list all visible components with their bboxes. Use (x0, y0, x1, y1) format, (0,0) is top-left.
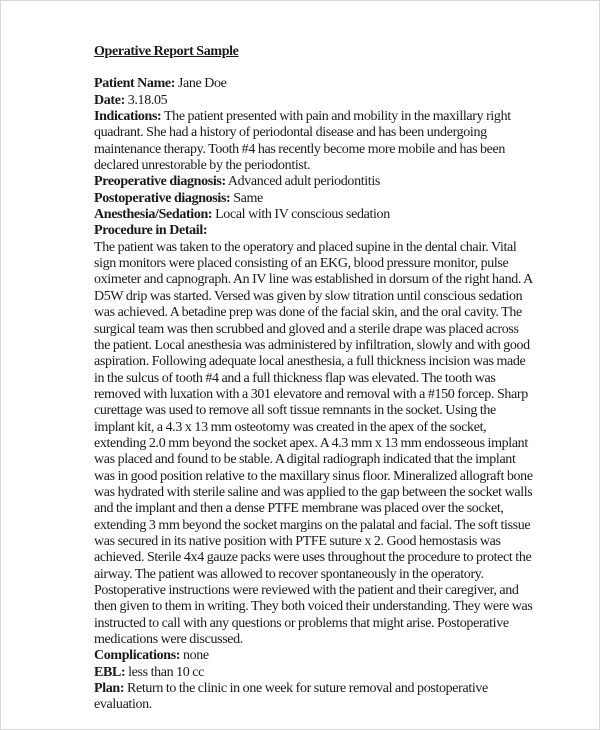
field-label: EBL: (94, 664, 126, 680)
field-label: Plan: (94, 681, 125, 697)
field-plan (94, 681, 534, 714)
field-value: Return to the clinic in one week for suture removal and postoperative evaluation. (94, 681, 488, 713)
field-value: The patient presented with pain and mobility in the maxillary right quadrant. She had a history of periodontal disease and has been undergoing maintenance therapy. Tooth #4 has recently become more mobile and has been declared unrestorable by the periodontist. (94, 109, 511, 174)
section-heading: Procedure in Detail: (94, 223, 208, 239)
field-value: Local with IV conscious sedation (212, 207, 390, 223)
field-value: Jane Doe (175, 76, 227, 92)
field-label: Anesthesia/Sedation: (94, 207, 213, 223)
field-label: Indications: (94, 109, 162, 125)
field-value: 3.18.05 (124, 92, 168, 108)
field-patient-name (94, 76, 534, 92)
field-label: Complications: (94, 648, 181, 664)
report-body (94, 44, 534, 714)
field-label: Date: (94, 92, 125, 108)
field-ebl (94, 665, 534, 681)
document-title: Operative Report Sample (94, 44, 239, 59)
field-label: Postoperative diagnosis: (94, 190, 231, 206)
field-complications (94, 648, 534, 664)
field-value: Advanced adult periodontitis (225, 174, 380, 190)
field-date (94, 93, 534, 109)
field-anesthesia-sedation (94, 207, 534, 223)
field-procedure-heading (94, 223, 534, 239)
field-label: Preoperative diagnosis: (94, 174, 226, 190)
field-preoperative-diagnosis (94, 174, 534, 190)
field-postoperative-diagnosis (94, 191, 534, 207)
procedure-paragraph: The patient was taken to the operatory and placed supine in the dental chair. Vital sign monitors were placed consisting of an EKG, blood pressure monitor, pulse oximeter and capnograph. An IV line was established in dorsum of the right hand. A D5W drip was started. Versed was given by slow titration until conscious sedation was achieved. A betadine prep was done of the facial skin, and the oral cavity. The surgical team was then scrubbed and gloved and a sterile drape was placed across the patient. Local anesthesia was administered by infiltration, slowly and with good aspiration. Following adequate local anesthesia, a full thickness incision was made in the sulcus of tooth #4 and a full thickness flap was elevated. The tooth was removed with luxation with a 301 elevatore and removal with a #150 forcep. Sharp curettage was used to remove all soft tissue remnants in the socket. Using the implant kit, a 4.3 x 13 mm osteotomy was created in the apex of the socket, extending 2.0 mm beyond the socket apex. A 4.3 mm x 13 mm endosseous implant was placed and found to be stable. A digital radiograph indicated that the implant was in good position relative to the maxillary sinus floor. Mineralized allograft bone was hydrated with sterile saline and was applied to the gap between the socket walls and the implant and then a dense PTFE membrane was placed over the socket, extending 3 mm beyond the socket margins on the palatal and facial. The soft tissue was secured in its native position with PTFE suture x 2. Good hemostasis was achieved. Sterile 4x4 gauze packs were uses throughout the procedure to protect the airway. The patient was allowed to recover spontaneously in the operatory. Postoperative instructions were reviewed with the patient and their caregiver, and then given to them in writing. They both voiced their understanding. They were was instructed to call with any questions or problems that might arise. Postoperative medications were discussed. (94, 239, 533, 648)
field-value: less than 10 cc (125, 664, 205, 680)
field-value: none (180, 648, 209, 664)
field-value: Same (230, 190, 263, 206)
field-label: Patient Name: (94, 76, 176, 92)
field-indications (94, 109, 534, 174)
